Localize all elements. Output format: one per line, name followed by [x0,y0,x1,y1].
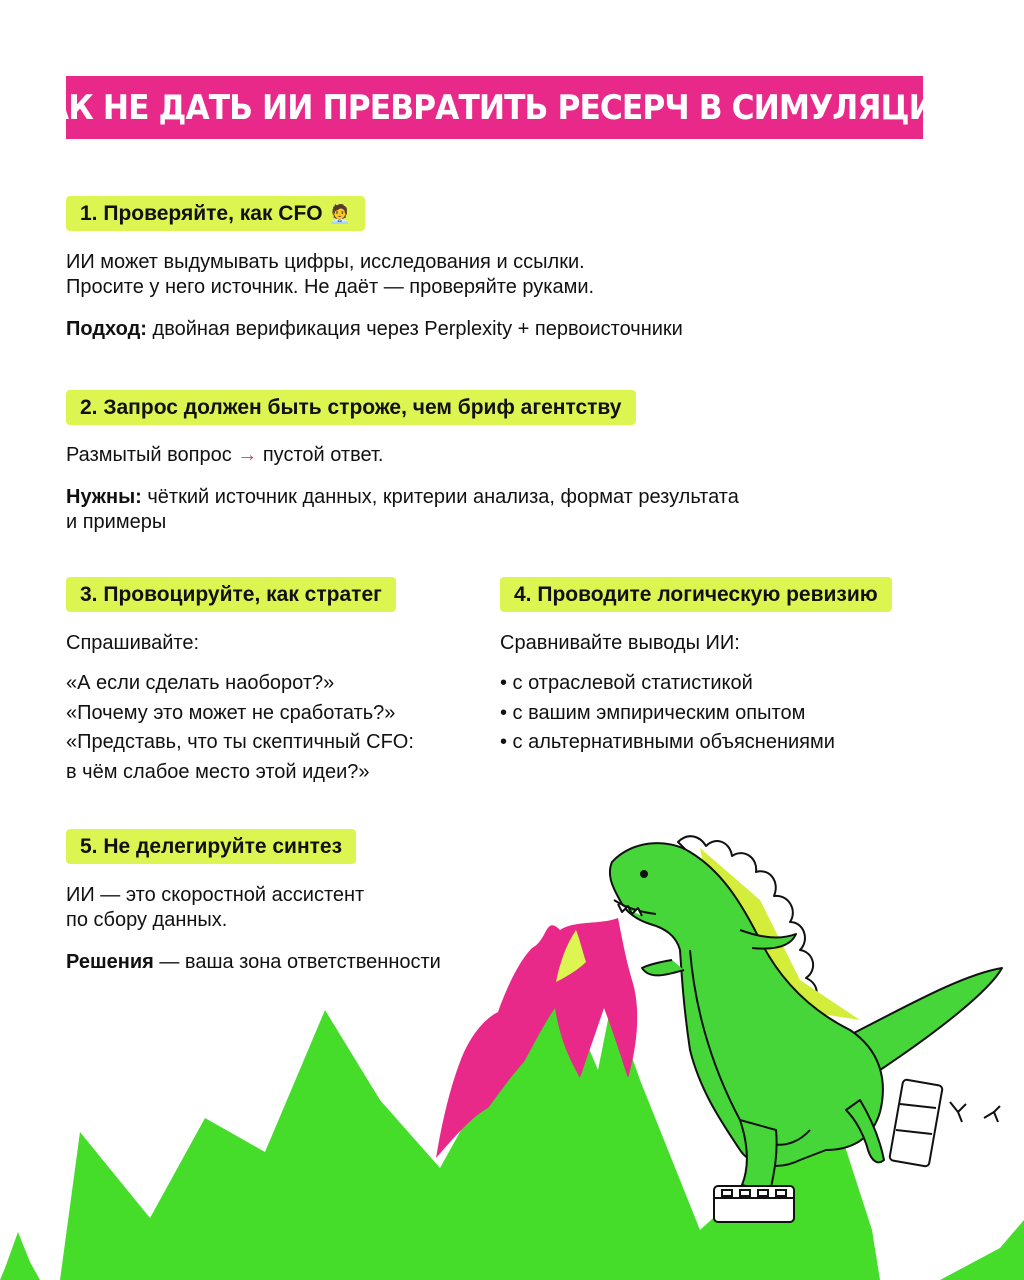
section-3-quotes [66,669,414,787]
quote-item: «Почему это может не сработать?» [66,701,396,724]
section-2-line: Размытый вопрос → пустой ответ. [66,444,384,466]
section-3-heading: 3. Провоцируйте, как стратег [66,577,396,612]
page-title: КАК НЕ ДАТЬ ИИ ПРЕВРАТИТЬ РЕСЕРЧ В СИМУЛЯЦИЮ [19,87,970,128]
section-5-decisions: Решения — ваша зона ответственности [66,951,441,973]
section-2-needs: Нужны: чёткий источник данных, критерии анализа, формат результата и примеры [66,486,739,533]
falling-people [950,1102,1000,1122]
section-5-heading: 5. Не делегируйте синтез [66,829,356,864]
section-4-heading: 4. Проводите логическую ревизию [500,577,892,612]
section-5-body: ИИ — это скоростной ассистент по сбору данных. [66,884,365,931]
list-item: • с вашим эмпирическим опытом [500,701,806,724]
quote-item: «А если сделать наоборот?» [66,672,335,694]
section-3-intro: Спрашивайте: [66,632,200,654]
section-2-heading: 2. Запрос должен быть строже, чем бриф агентству [66,390,636,425]
section-1-heading: 1. Проверяйте, как CFO 🧑‍💼 [66,196,365,231]
section-1-body: ИИ может выдумывать цифры, исследования и ссылки. Просите у него источник. Не даёт — проверяйте руками. [66,251,595,298]
section-4-intro: Сравнивайте выводы ИИ: [500,632,740,654]
section-1-approach: Подход: двойная верификация через Perplexity + первоисточники [66,318,683,340]
section-4-list [500,669,835,758]
title-banner [19,76,970,139]
list-item: • с альтернативными объяснениями [500,731,835,753]
man-office-worker-emoji-icon: 🧑‍💼 [328,204,351,224]
quote-item: в чём слабое место этой идеи?» [66,760,370,783]
list-item: • с отраслевой статистикой [500,672,753,694]
dinosaur-illustration [610,836,1002,1192]
right-arrow-icon: → [237,444,258,466]
quote-item: «Представь, что ты скептичный CFO: [66,731,414,753]
